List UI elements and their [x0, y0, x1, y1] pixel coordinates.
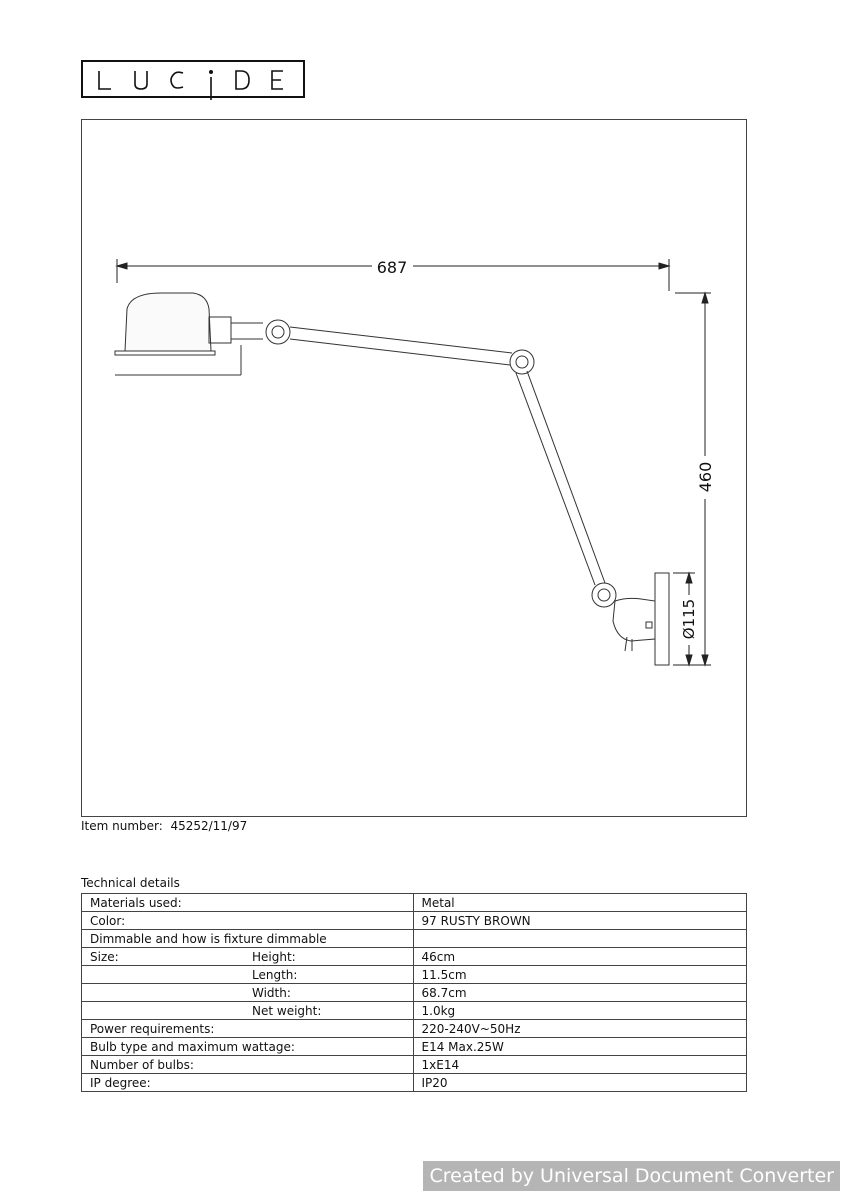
spec-sublabel: Length: — [252, 968, 298, 982]
table-row — [82, 1002, 747, 1020]
item-number-line — [81, 819, 247, 833]
spec-label-cell — [82, 930, 414, 948]
table-row — [82, 966, 747, 984]
technical-drawing-frame — [81, 119, 747, 817]
spec-label-cell — [82, 984, 414, 1002]
dimension-width-label: 687 — [376, 258, 408, 277]
spec-label: Color: — [90, 913, 126, 928]
joint-2 — [510, 350, 534, 374]
spec-label-cell — [82, 1056, 414, 1074]
spec-label: Bulb type and maximum wattage: — [90, 1039, 295, 1054]
spec-label-cell — [82, 948, 414, 966]
spec-label: IP degree: — [90, 1075, 151, 1090]
spec-value: 1.0kg — [413, 1002, 747, 1020]
table-row — [82, 912, 747, 930]
spec-value: 220-240V~50Hz — [413, 1020, 747, 1038]
spec-value: Metal — [413, 894, 747, 912]
table-row — [82, 1056, 747, 1074]
table-row — [82, 1020, 747, 1038]
spec-value: E14 Max.25W — [413, 1038, 747, 1056]
table-row — [82, 1074, 747, 1092]
spec-label-cell — [82, 1074, 414, 1092]
dimension-height-label: 460 — [696, 461, 715, 493]
wall-plate — [655, 573, 669, 665]
spec-value: 68.7cm — [413, 984, 747, 1002]
spec-value: 1xE14 — [413, 1056, 747, 1074]
spec-sublabel: Width: — [252, 986, 291, 1000]
spec-sublabel: Height: — [252, 950, 296, 964]
joint-1 — [266, 320, 290, 344]
spec-value: 46cm — [413, 948, 747, 966]
item-number-label: Item number: — [81, 819, 163, 833]
item-number-value: 45252/11/97 — [170, 819, 248, 833]
spec-value: 97 RUSTY BROWN — [413, 912, 747, 930]
joint-3 — [592, 583, 616, 607]
spec-value — [413, 930, 747, 948]
spec-label: Size: — [90, 949, 119, 964]
table-row — [82, 948, 747, 966]
spec-label: Power requirements: — [90, 1021, 215, 1036]
spec-label-cell — [82, 1002, 414, 1020]
spec-label: Number of bulbs: — [90, 1057, 194, 1072]
spec-value: 11.5cm — [413, 966, 747, 984]
technical-details-title: Technical details — [81, 876, 180, 890]
table-row — [82, 984, 747, 1002]
dimension-diameter-label: Ø115 — [680, 598, 698, 640]
table-row — [82, 930, 747, 948]
spec-label: Materials used: — [90, 895, 182, 910]
table-row — [82, 1038, 747, 1056]
converter-watermark: Created by Universal Document Converter — [423, 1161, 840, 1191]
technical-details-table — [81, 893, 747, 1092]
spec-label: Dimmable and how is fixture dimmable — [90, 931, 327, 946]
spec-label-cell — [82, 1020, 414, 1038]
spec-label-cell — [82, 1038, 414, 1056]
lamp-shade — [125, 293, 211, 351]
spec-label-cell — [82, 966, 414, 984]
lamp-rim — [115, 351, 215, 355]
spec-label-cell — [82, 894, 414, 912]
spec-label-cell — [82, 912, 414, 930]
table-row — [82, 894, 747, 912]
spec-value: IP20 — [413, 1074, 747, 1092]
spec-sublabel: Net weight: — [252, 1004, 322, 1018]
